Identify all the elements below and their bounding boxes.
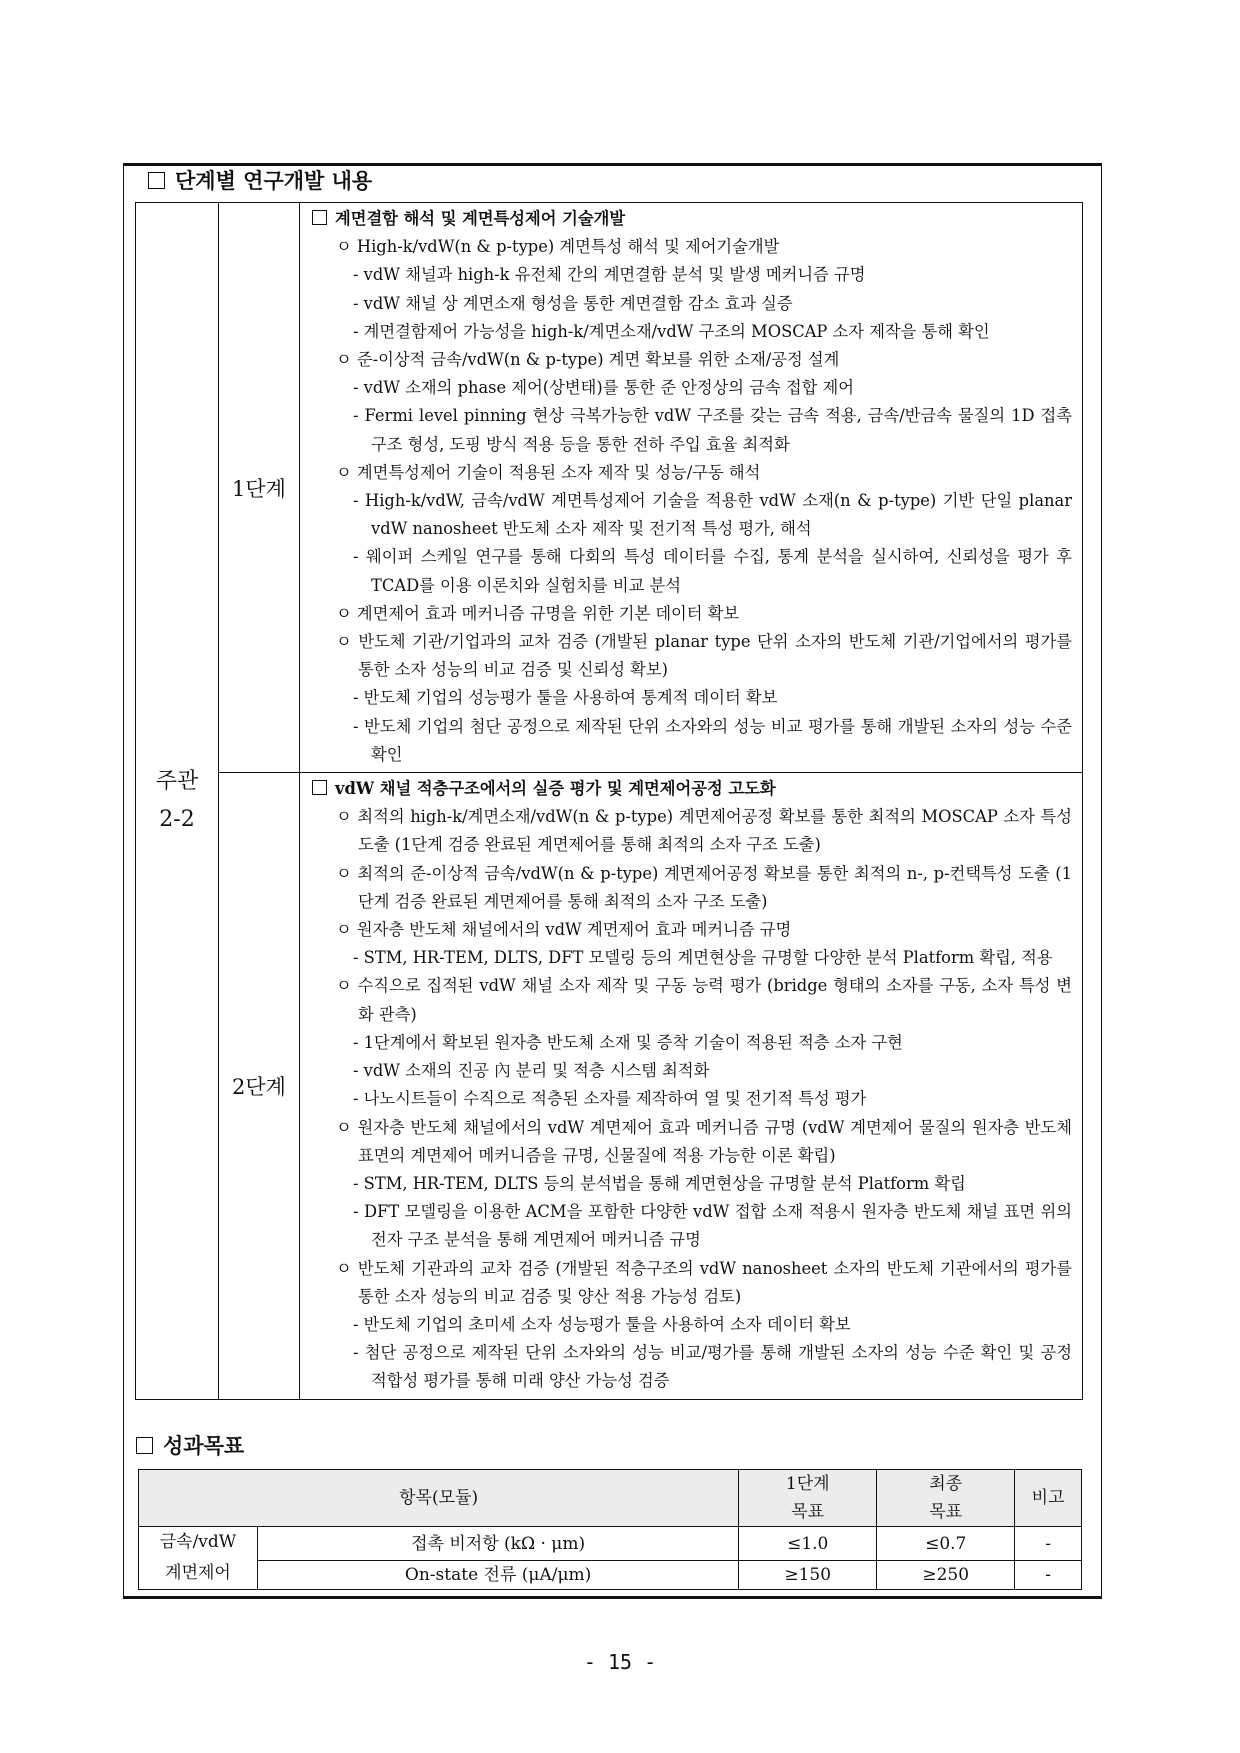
stage-label-1: 1단계 xyxy=(219,203,300,773)
header-item: 항목(모듈) xyxy=(139,1470,739,1527)
list-item: ㅇ 수직으로 집적된 vdW 채널 소자 제작 및 구동 능력 평가 (bridge 형태의 소자를 구동, 소자 특성 변화 관측) xyxy=(336,976,1072,1024)
list-item: - 반도체 기업의 초미세 소자 성능평가 툴을 사용하여 소자 데이터 확보 xyxy=(353,1314,851,1334)
stage-body-2 xyxy=(300,773,1083,1399)
table-row xyxy=(136,773,1083,1399)
list-item: ㅇ 최적의 high-k/계면소재/vdW(n & p-type) 계면제어공정 확보를 통한 최적의 MOSCAP 소자 특성 도출 (1단계 검증 완료된 계면제어를 통해 최적의 소자 구조 도출) xyxy=(336,807,1072,855)
report-page xyxy=(123,163,1102,1599)
goal-item: 접촉 비저항 (kΩ · μm) xyxy=(258,1527,739,1561)
table-row xyxy=(136,203,1083,773)
goal-final: ≤0.7 xyxy=(877,1527,1015,1561)
list-item: - STM, HR-TEM, DLTS 등의 분석법을 통해 계면현상을 규명할 분석 Platform 확립 xyxy=(353,1173,966,1193)
goal-note: - xyxy=(1015,1561,1082,1590)
list-item: - 첨단 공정으로 제작된 단위 소자와의 성능 비교/평가를 통해 개발된 소자의 성능 수준 확인 및 공정 적합성 평가를 통해 미래 양산 가능성 검증 xyxy=(353,1343,1072,1391)
list-item: - 반도체 기업의 성능평가 툴을 사용하여 통계적 데이터 확보 xyxy=(353,688,778,708)
goal-stage1: ≤1.0 xyxy=(739,1527,877,1561)
stage-label-2: 2단계 xyxy=(219,773,300,1399)
list-item: - 반도체 기업의 첨단 공정으로 제작된 단위 소자와의 성능 비교 평가를 통해 개발된 소자의 성능 수준 확인 xyxy=(353,716,1072,764)
page-number: - 15 - xyxy=(583,1650,657,1674)
list-item: ㅇ 원자층 반도체 채널에서의 vdW 계면제어 효과 메커니즘 규명 (vdW 계면제어 물질의 원자층 반도체 표면의 계면제어 메커니즘을 규명, 신물질에 적용 가능한 이론 확립) xyxy=(336,1117,1072,1165)
checkbox-square-icon xyxy=(312,210,327,225)
goal-final: ≥250 xyxy=(877,1561,1015,1590)
main-label-line2: 2-2 xyxy=(159,806,195,832)
goal-item: On-state 전류 (μA/μm) xyxy=(258,1561,739,1590)
goal-stage1: ≥150 xyxy=(739,1561,877,1590)
list-item: ㅇ High-k/vdW(n & p-type) 계면특성 해석 및 제어기술개발 xyxy=(336,237,780,257)
stage-subtitle-1: 계면결함 해석 및 계면특성제어 기술개발 xyxy=(312,205,1072,233)
section-title-goals: 성과목표 xyxy=(136,1430,244,1460)
list-item: - 웨이퍼 스케일 연구를 통해 다회의 특성 데이터를 수집, 통계 분석을 실시하여, 신뢰성을 평가 후 TCAD를 이용 이론치와 실험치를 비교 분석 xyxy=(353,547,1072,595)
section-title-stages: 단계별 연구개발 내용 xyxy=(148,165,372,195)
header-note: 비고 xyxy=(1015,1470,1082,1527)
stage-body-1 xyxy=(300,203,1083,773)
list-item: ㅇ 최적의 준-이상적 금속/vdW(n & p-type) 계면제어공정 확보를 통한 최적의 n-, p-컨택특성 도출 (1단계 검증 완료된 계면제어를 통해 최적의 소자 구조 도출) xyxy=(336,863,1072,911)
header-final: 최종 목표 xyxy=(877,1470,1015,1527)
list-item: - vdW 소재의 phase 제어(상변태)를 통한 준 안정상의 금속 접합 제어 xyxy=(353,378,854,398)
table-row xyxy=(139,1527,1082,1561)
list-item: ㅇ 준-이상적 금속/vdW(n & p-type) 계면 확보를 위한 소재/공정 설계 xyxy=(336,350,840,370)
stage-subtitle-2: vdW 채널 적층구조에서의 실증 평가 및 계면제어공정 고도화 xyxy=(312,775,1072,803)
list-item: ㅇ 계면특성제어 기술이 적용된 소자 제작 및 성능/구동 해석 xyxy=(336,462,761,482)
list-item: - DFT 모델링을 이용한 ACM을 포함한 다양한 vdW 접합 소재 적용시 원자층 반도체 채널 표면 위의 전자 구조 분석을 통해 계면제어 메커니즘 규명 xyxy=(353,1202,1072,1250)
goal-note: - xyxy=(1015,1527,1082,1561)
list-item: - vdW 채널과 high-k 유전체 간의 계면결함 분석 및 발생 메커니즘 규명 xyxy=(353,265,866,285)
goals-table xyxy=(138,1469,1082,1590)
list-item: ㅇ 반도체 기관과의 교차 검증 (개발된 적층구조의 vdW nanosheet 소자의 반도체 기관에서의 평가를 통한 소자 성능의 비교 검증 및 양산 적용 가능성 검토) xyxy=(336,1258,1072,1306)
goals-header-row xyxy=(139,1470,1082,1527)
main-label-cell xyxy=(136,203,219,1400)
list-item: ㅇ 원자층 반도체 채널에서의 vdW 계면제어 효과 메커니즘 규명 xyxy=(336,920,792,940)
list-item: - Fermi level pinning 현상 극복가능한 vdW 구조를 갖는 금속 적용, 금속/반금속 물질의 1D 접촉 구조 형성, 도핑 방식 적용 등을 통한 전하 주입 효율 최적화 xyxy=(353,406,1072,454)
main-label-line1: 주관 xyxy=(155,768,199,794)
group-label: 금속/vdW 계면제어 xyxy=(139,1527,258,1590)
list-item: ㅇ 반도체 기관/기업과의 교차 검증 (개발된 planar type 단위 소자의 반도체 기관/기업에서의 평가를 통한 소자 성능의 비교 검증 및 신뢰성 확보) xyxy=(336,632,1072,680)
list-item: - 나노시트들이 수직으로 적층된 소자를 제작하여 열 및 전기적 특성 평가 xyxy=(353,1089,867,1109)
table-row xyxy=(139,1561,1082,1590)
list-item: - 1단계에서 확보된 원자층 반도체 소재 및 증착 기술이 적용된 적층 소자 구현 xyxy=(353,1032,903,1052)
list-item: ㅇ 계면제어 효과 메커니즘 규명을 위한 기본 데이터 확보 xyxy=(336,603,740,623)
checkbox-square-icon xyxy=(136,1437,153,1454)
list-item: - vdW 소재의 진공 內 분리 및 적층 시스템 최적화 xyxy=(353,1061,710,1081)
checkbox-square-icon xyxy=(312,780,327,795)
list-item: - vdW 채널 상 계면소재 형성을 통한 계면결함 감소 효과 실증 xyxy=(353,293,793,313)
stage-content-table xyxy=(135,202,1083,1400)
checkbox-square-icon xyxy=(148,172,165,189)
list-item: - 계면결함제어 가능성을 high-k/계면소재/vdW 구조의 MOSCAP 소자 제작을 통해 확인 xyxy=(353,321,990,341)
list-item: - High-k/vdW, 금속/vdW 계면특성제어 기술을 적용한 vdW 소재(n & p-type) 기반 단일 planar vdW nanosheet 반도체 소자 제작 및 전기적 특성 평가, 해석 xyxy=(353,491,1072,539)
header-stage1: 1단계 목표 xyxy=(739,1470,877,1527)
list-item: - STM, HR-TEM, DLTS, DFT 모델링 등의 계면현상을 규명할 다양한 분석 Platform 확립, 적용 xyxy=(353,948,1053,968)
